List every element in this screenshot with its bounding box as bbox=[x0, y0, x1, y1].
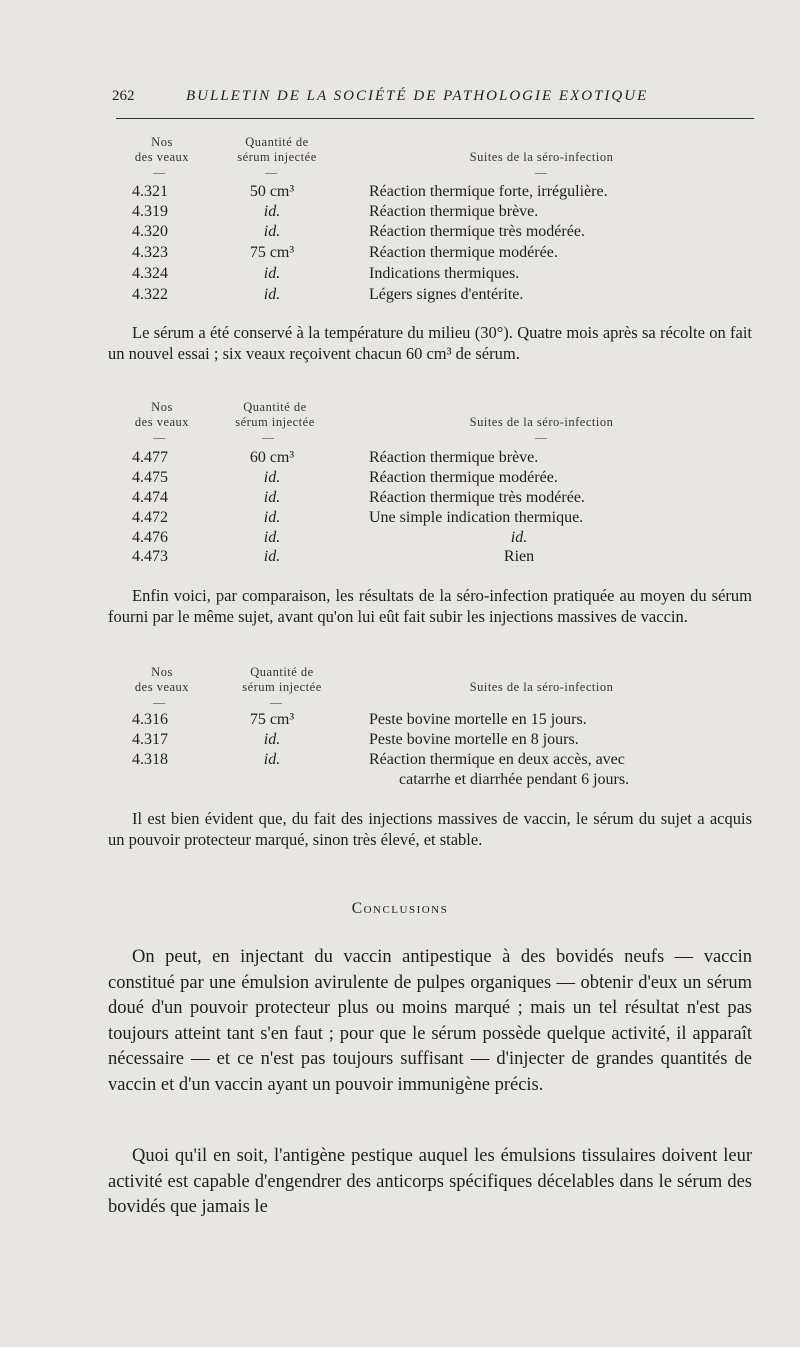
paragraph-1: Le sérum a été conservé à la température du milieu (30°). Quatre mois après sa récolte on fait un nouvel essai ; six veaux reçoivent chacun 60 cm³ de sérum. bbox=[108, 323, 752, 363]
col-header-number: Nos des veaux bbox=[134, 400, 190, 429]
table-row: 4.324 id. Indications thermiques. bbox=[132, 265, 520, 282]
header-dash: — bbox=[265, 165, 277, 179]
table-row: 4.320 id. Réaction thermique très modérée. bbox=[132, 223, 585, 240]
col-header-number: Nos des veaux bbox=[134, 135, 190, 164]
table-row: 4.472 id. Une simple indication thermique. bbox=[132, 509, 584, 526]
table-row: 4.475 id. Réaction thermique modérée. bbox=[132, 469, 558, 486]
table-row: 4.473 id. Rien bbox=[132, 548, 535, 565]
header-dash: — bbox=[153, 430, 165, 444]
col-header-result: Suites de la séro-infection bbox=[469, 150, 614, 164]
page-header bbox=[112, 88, 752, 112]
section-title-conclusions: Conclusions bbox=[351, 900, 449, 917]
table-row: 4.323 75 cm³ Réaction thermique modérée. bbox=[132, 244, 558, 261]
table-row: 4.321 50 cm³ Réaction thermique forte, irrégulière. bbox=[132, 183, 608, 200]
header-dash: — bbox=[153, 165, 165, 179]
paragraph-3: Il est bien évident que, du fait des injections massives de vaccin, le sérum du sujet a acquis un pouvoir protecteur marqué, sinon très élevé, et stable. bbox=[108, 809, 752, 849]
col-header-quantity: Quantité de sérum injectée bbox=[235, 400, 315, 429]
table-row: 4.477 60 cm³ Réaction thermique brève. bbox=[132, 449, 539, 466]
table-row: 4.319 id. Réaction thermique brève. bbox=[132, 203, 539, 220]
table-row: 4.476 id. id. bbox=[132, 529, 528, 546]
col-header-number: Nos des veaux bbox=[134, 665, 190, 694]
header-dash: — bbox=[270, 695, 282, 709]
running-title: BULLETIN DE LA SOCIÉTÉ DE PATHOLOGIE EXOTIQUE bbox=[186, 88, 649, 104]
header-rule bbox=[116, 118, 754, 119]
page-number: 262 bbox=[112, 88, 135, 104]
paragraph-2: Enfin voici, par comparaison, les résultats de la séro-infection pratiquée au moyen du sérum fourni par le même sujet, avant qu'on lui eût fait subir les injections massives de vaccin. bbox=[108, 586, 752, 626]
col-header-result: Suites de la séro-infection bbox=[469, 415, 614, 429]
table-row: 4.317 id. Peste bovine mortelle en 8 jours. bbox=[132, 731, 579, 748]
table-row: 4.474 id. Réaction thermique très modérée. bbox=[132, 489, 585, 506]
col-header-quantity: Quantité de sérum injectée bbox=[237, 135, 317, 164]
table-row: 4.318 id. Réaction thermique en deux accès, avec catarrhe et diarrhée pendant 6 jours. bbox=[132, 751, 630, 788]
header-dash: — bbox=[153, 695, 165, 709]
col-header-result: Suites de la séro-infection bbox=[469, 680, 614, 694]
table-row: 4.316 75 cm³ Peste bovine mortelle en 15 jours. bbox=[132, 711, 587, 728]
header-dash: — bbox=[262, 430, 274, 444]
col-header-quantity: Quantité de sérum injectée bbox=[242, 665, 322, 694]
paragraph-conclusion-1: On peut, en injectant du vaccin antipestique à des bovidés neufs — vaccin constitué par une émulsion avirulente de pulpes organiques — obtenir d'eux un sérum doué d'un pouvoir protecteur plus ou moins marqué ; mais un tel résultat n'est pas toujours atteint tant s'en faut ; pour que le sérum possède quelque activité, il apparaît nécessaire — et ce n'est pas toujours suffisant — d'injecter de grandes quantités de vaccin et d'un vaccin ayant un pouvoir immunigène précis. bbox=[108, 947, 752, 1095]
table-row: 4.322 id. Légers signes d'entérite. bbox=[132, 286, 524, 303]
header-dash: — bbox=[535, 165, 547, 179]
header-dash: — bbox=[535, 430, 547, 444]
paragraph-conclusion-2: Quoi qu'il en soit, l'antigène pestique auquel les émulsions tissulaires doivent leur activité est capable d'engendrer des anticorps spécifiques décelables dans le sérum des bovidés que jamais le bbox=[108, 1146, 752, 1217]
